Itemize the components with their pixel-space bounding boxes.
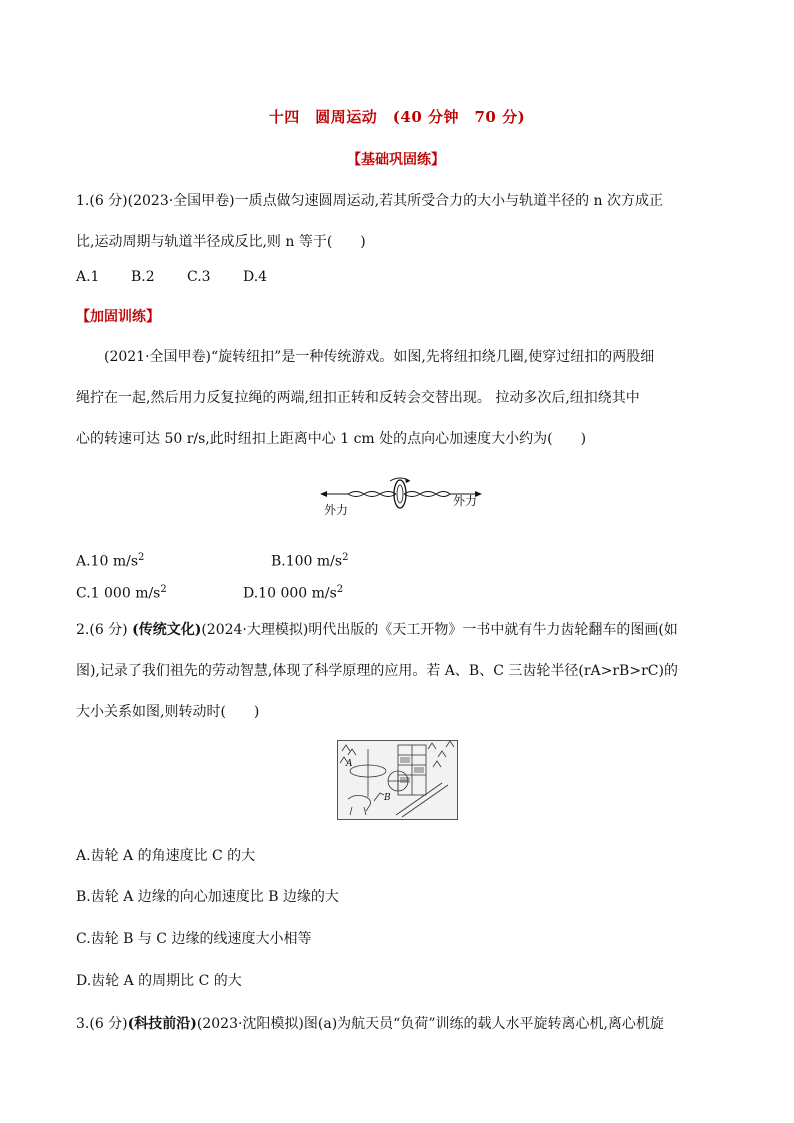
rq-line3: 心的转速可达 50 r/s,此时纽扣上距离中心 1 cm 处的点向心加速度大小约为( ) xyxy=(76,431,587,447)
rq-line2: 绳拧在一起,然后用力反复拉绳的两端,纽扣正转和反转会交替出现。 拉动多次后,纽扣绕其中 xyxy=(76,390,640,406)
q2-option-c: C.齿轮 B 与 C 边缘的线速度大小相等 xyxy=(76,931,312,947)
rq-option-c: C.1 000 $m/s^2$ xyxy=(76,584,167,602)
q2-option-d: D.齿轮 A 的周期比 C 的大 xyxy=(76,973,242,989)
q2-option-b: B.齿轮 A 边缘的向心加速度比 B 边缘的大 xyxy=(76,889,339,905)
q2-line3: 大小关系如图,则转动时( ) xyxy=(76,704,260,720)
q1-line1: 1.(6 分)(2023·全国甲卷)一质点做匀速圆周运动,若其所受合力的大小与轨道半径的 n 次方成正 xyxy=(76,193,664,209)
figure-left-label: 外力 xyxy=(324,503,349,517)
q1-option-d: D.4 xyxy=(243,269,268,285)
figure-right-label: 外力 xyxy=(453,494,478,508)
q2-line2: 图),记录了我们祖先的劳动智慧,体现了科学原理的应用。若 A、B、C 三齿轮半径(rA>rB>rC)的 xyxy=(76,663,678,679)
rq-line1: (2021·全国甲卷)“旋转纽扣”是一种传统游戏。如图,先将纽扣绕几圈,使穿过纽扣的两股细 xyxy=(104,349,655,365)
rq-option-b: B.100 $m/s^2$ xyxy=(271,552,349,570)
section-reinforce: 【加固训练】 xyxy=(76,309,160,325)
figure-label-a: A xyxy=(346,759,353,769)
q2-option-a: A.齿轮 A 的角速度比 C 的大 xyxy=(76,848,256,864)
q1-option-c: C.3 xyxy=(187,269,211,285)
section-basic: 【基础巩固练】 xyxy=(347,152,445,168)
q1-line2: 比,运动周期与轨道半径成反比,则 n 等于( ) xyxy=(76,234,366,250)
q1-option-a: A.1 xyxy=(76,269,100,285)
q3-line1: 3.(6 分)(科技前沿)(2023·沈阳模拟)图(a)为航天员“负荷”训练的载人水平旋转离心机,离心机旋 xyxy=(76,1016,664,1032)
page-title: 十四 圆周运动 (40 分钟 70 分) xyxy=(268,108,526,126)
tiangong-kaiwu-illustration xyxy=(337,740,458,820)
rq-option-d: D.10 000 $m/s^2$ xyxy=(243,584,344,602)
q2-line1: 2.(6 分) (传统文化)(2024·大理模拟)明代出版的《天工开物》一书中就有牛力齿轮翻车的图画(如 xyxy=(76,622,678,638)
q1-option-b: B.2 xyxy=(131,269,155,285)
figure-label-b: B xyxy=(384,793,391,803)
rq-option-a: A.10 $m/s^2$ xyxy=(76,552,145,570)
